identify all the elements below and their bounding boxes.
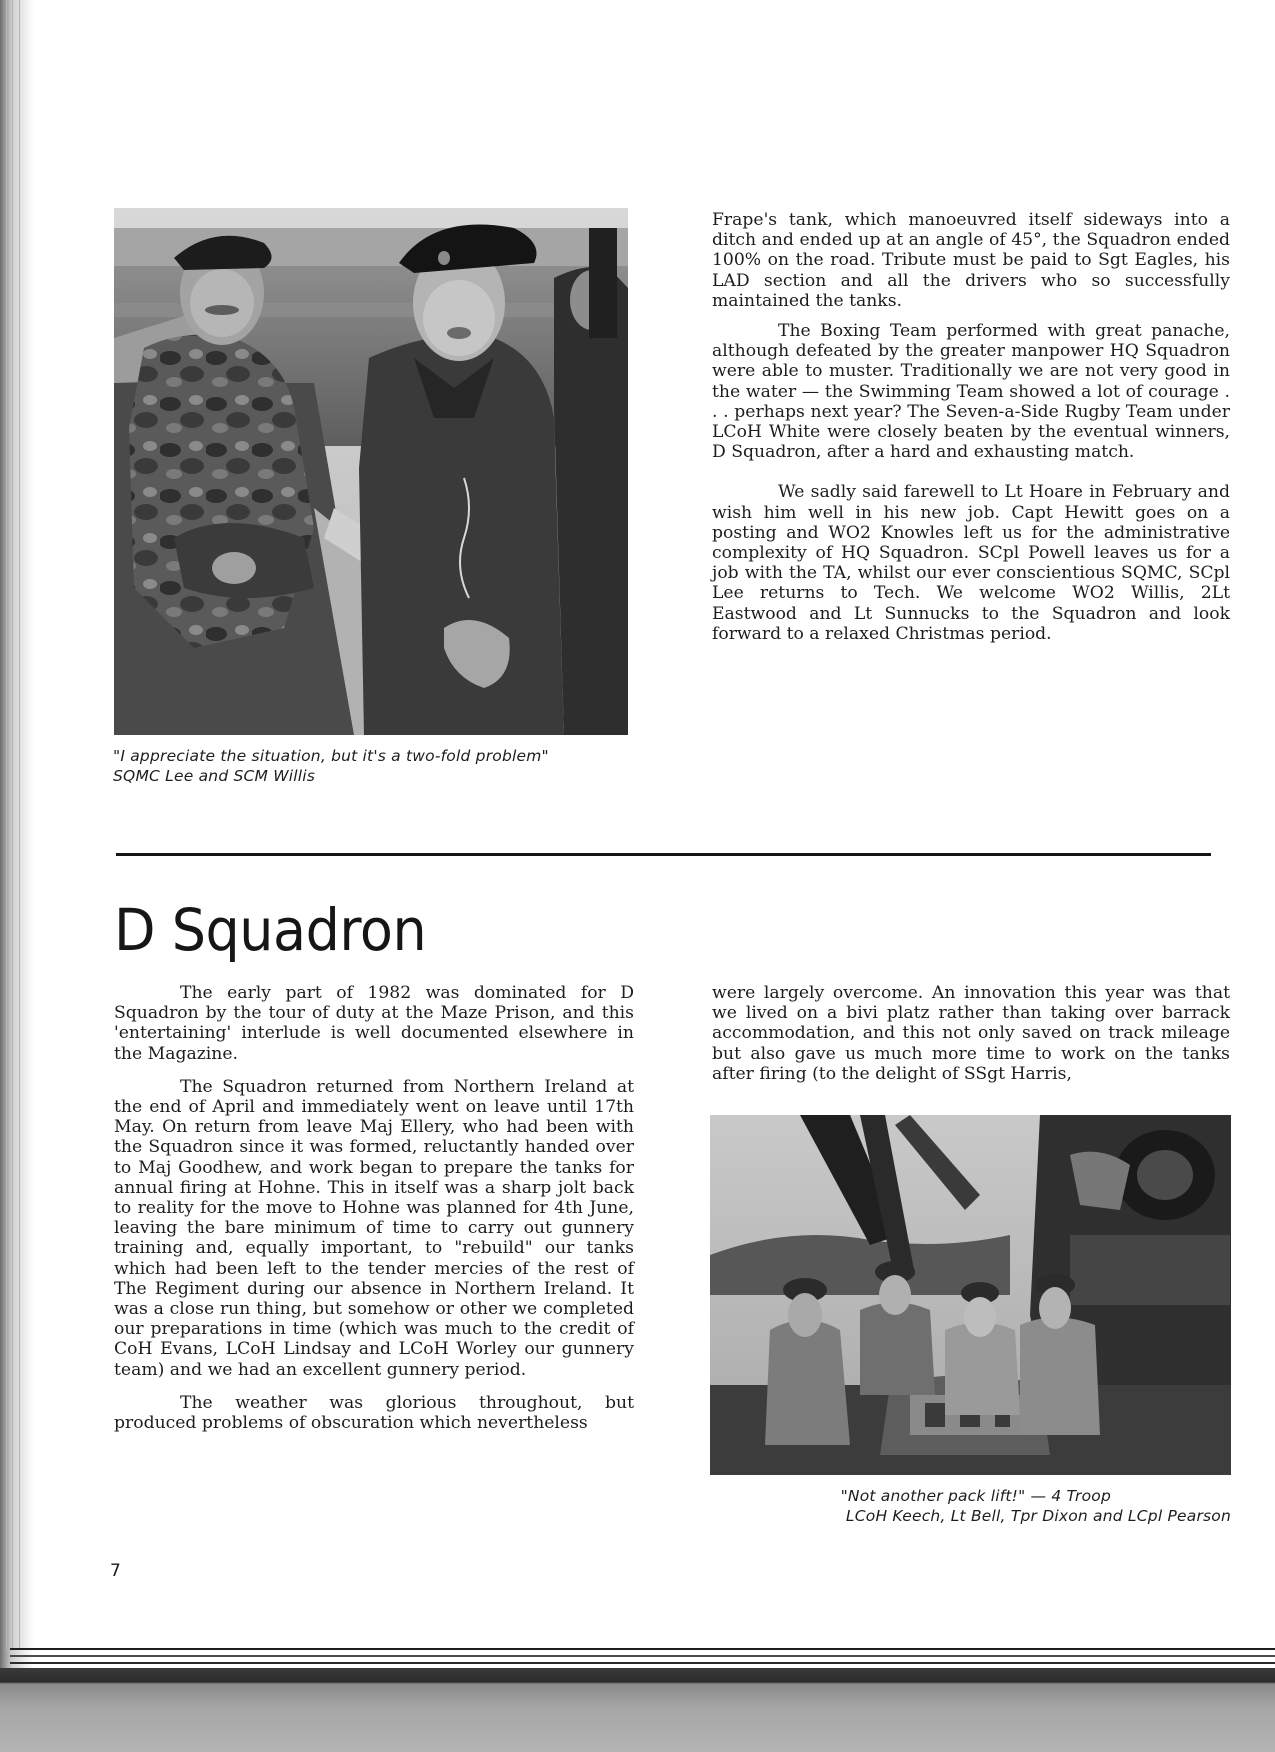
- binding-line: [19, 0, 20, 1650]
- paragraph: Frape's tank, which manoeuvred itself sideways into a ditch and ended up at an angle of 45°, the Squadron ended 100% on the road. Tribute must be paid to Sgt Eagles, his LAD section and all the drivers who so successfully maintained the tanks.: [712, 210, 1230, 311]
- photo-bottom-caption-names: LCoH Keech, Lt Bell, Tpr Dixon and LCpl Pearson: [845, 1507, 1231, 1525]
- photo-troop-image: [710, 1115, 1231, 1475]
- paragraph: We sadly said farewell to Lt Hoare in February and wish him well in his new job. Capt Hewitt goes on a posting and WO2 Knowles left us for the administrative complexity of HQ Squadron. SCpl Powell leaves us for a job with the TA, whilst our ever conscientious SQMC, SCpl Lee returns to Tech. We welcome WO2 Willis, 2Lt Eastwood and Lt Sunnucks to the Squadron and look forward to a relaxed Christmas period.: [712, 482, 1230, 644]
- page-edge-line: [10, 1662, 1275, 1664]
- page-bottom-shadow: [0, 1668, 1275, 1752]
- paragraph: The Squadron returned from Northern Ireland at the end of April and immediately went on leave until 17th May. On return from leave Maj Ellery, who had been with the Squadron since it was formed, reluctantly handed over to Maj Goodhew, and work began to prepare the tanks for annual firing at Hohne. This in itself was a sharp jolt back to reality for the move to Hohne was planned for 4th June, leaving the bare minimum of time to carry out gunnery training and, equally important, to "rebuild" our tanks which had been left to the tender mercies of the rest of The Regiment during our absence in Northern Ireland. It was a close run thing, but somehow or other we completed our preparations in time (which was much to the credit of CoH Evans, LCoH Lindsay and LCoH Worley our gunnery team) and we had an excellent gunnery period.: [114, 1076, 634, 1380]
- photo-bottom-caption: [700, 1486, 1231, 1526]
- right-column-top: [712, 210, 1230, 644]
- paragraph: The early part of 1982 was dominated for D Squadron by the tour of duty at the Maze Prison, and this 'entertaining' interlude is well documented elsewhere in the Magazine.: [114, 983, 634, 1064]
- right-column-bottom: [712, 983, 1230, 1084]
- photo-two-soldiers: [114, 208, 628, 735]
- photo-two-soldiers-image: [114, 208, 628, 735]
- page-edge-line: [10, 1648, 1275, 1650]
- photo-top-caption-quote: "I appreciate the situation, but it's a two-fold problem": [113, 747, 549, 765]
- paragraph: The Boxing Team performed with great panache, although defeated by the greater manpower HQ Squadron were able to muster. Traditionally we are not very good in the water — the Swimming Team showed a lot of courage . . . perhaps next year? The Seven-a-Side Rugby Team under LCoH White were closely beaten by the eventual winners, D Squadron, after a hard and exhausting match.: [712, 321, 1230, 463]
- photo-top-caption: [113, 746, 633, 786]
- photo-troop: [710, 1115, 1231, 1475]
- page-edge-line: [10, 1655, 1275, 1657]
- binding-line: [6, 0, 7, 1650]
- left-column: [114, 983, 634, 1433]
- paragraph: The weather was glorious throughout, but produced problems of obscuration which nevertheless: [114, 1392, 634, 1434]
- photo-bottom-caption-quote: "Not another pack lift!" — 4 Troop: [840, 1487, 1111, 1505]
- section-divider: [116, 853, 1211, 856]
- photo-top-caption-names: SQMC Lee and SCM Willis: [113, 767, 316, 785]
- paragraph: were largely overcome. An innovation this year was that we lived on a bivi platz rather than taking over barrack accommodation, and this not only saved on track mileage but also gave us much more time to work on the tanks after firing (to the delight of SSgt Harris,: [712, 983, 1230, 1084]
- page-number: 7: [110, 1561, 121, 1581]
- binding-line: [12, 0, 13, 1650]
- section-title: D Squadron: [114, 896, 427, 964]
